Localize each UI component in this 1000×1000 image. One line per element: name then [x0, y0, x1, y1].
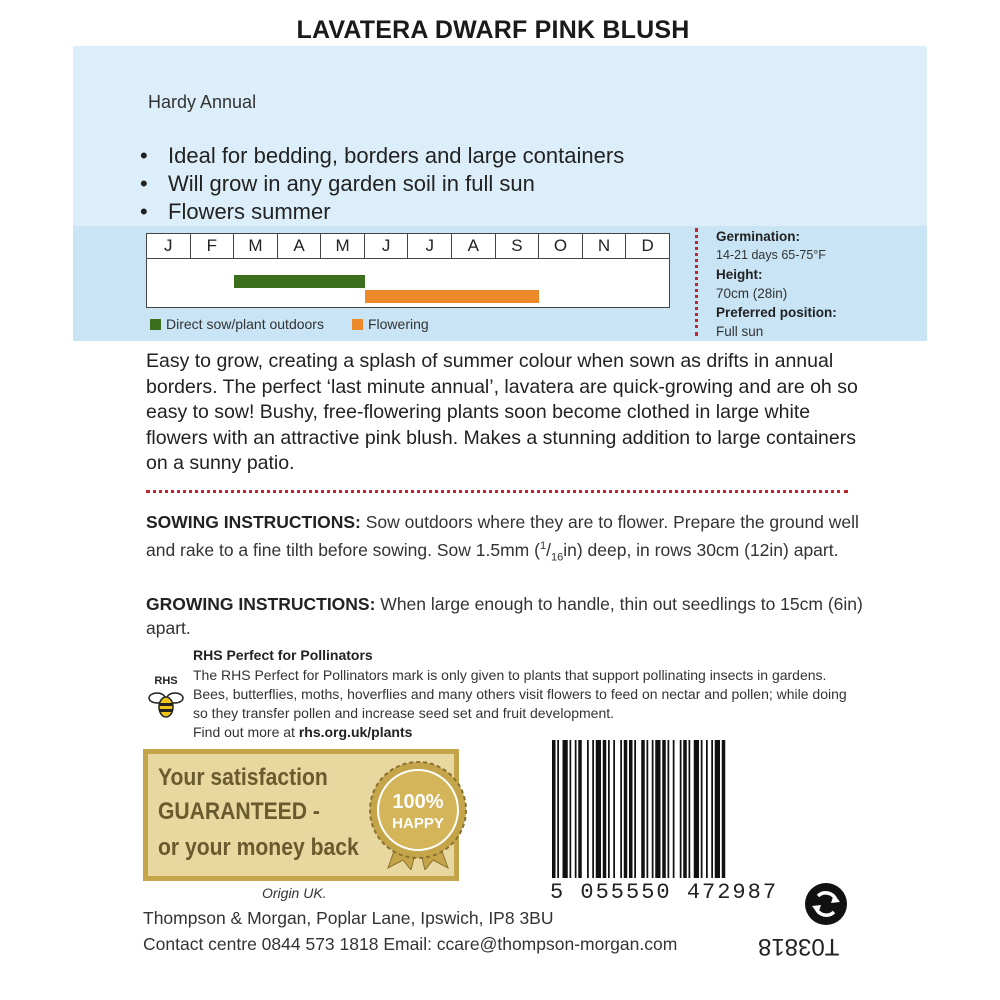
dotted-divider-horizontal — [146, 490, 848, 493]
barcode-bar — [694, 740, 699, 878]
product-code: T03818 — [758, 933, 840, 960]
height-label: Height: — [716, 267, 763, 282]
germination-value: 14-21 days 65-75°F — [716, 248, 826, 262]
growing-specs — [716, 227, 837, 341]
sowing-calendar — [146, 233, 670, 308]
description: Easy to grow, creating a splash of summer colour when sown as drifts in annual borders. The perfect ‘last minute annual’, lavatera are quick-growing and are oh so easy to sow! Bushy, free-flowering plants soon become clothed in large white flowers with an attractive pink blush. Makes a stunning addition to large containers on a sunny patio. — [146, 350, 858, 474]
growing-instructions: GROWING INSTRUCTIONS: When large enough to handle, thin out seedlings to 15cm (6in) apart. — [146, 594, 863, 638]
barcode-bar — [629, 740, 633, 878]
height-value: 70cm (28in) — [716, 286, 788, 301]
flowering-swatch — [352, 319, 363, 330]
barcode-bar — [668, 740, 670, 878]
barcode-bar — [647, 740, 649, 878]
rhs-description: The RHS Perfect for Pollinators mark is only given to plants that support pollinating insects in gardens. Bees, butterflies, moths, hoverflies and many others visit flowers to feed on nectar and pollen; while doing so they transfer pollen and increase seed set and fruit development. Find out more at rhs.org.uk/plants — [193, 667, 847, 740]
month-header — [147, 234, 669, 259]
rhs-logo-text: RHS — [154, 675, 178, 687]
barcode-bar — [613, 740, 615, 878]
month-1: J — [147, 234, 191, 258]
barcode-bar — [624, 740, 628, 878]
sow-bar — [234, 275, 365, 288]
barcode-bar — [575, 740, 577, 878]
dotted-divider-vertical — [695, 228, 698, 336]
recycle-icon — [804, 882, 848, 926]
guarantee-line-2: GUARANTEED - — [158, 798, 320, 825]
bullet-icon: • — [140, 143, 148, 168]
month-10: O — [539, 234, 583, 258]
barcode-bar — [563, 740, 568, 878]
barcode-bar — [655, 740, 660, 878]
barcode-bar — [634, 740, 636, 878]
barcode-bar — [673, 740, 675, 878]
barcode-bar — [715, 740, 720, 878]
sowing-instructions: SOWING INSTRUCTIONS: Sow outdoors where they are to flower. Prepare the ground well and rake to a fine tilth before sowing. Sow 1.5mm $(^1/_{16}in)$ deep, in rows 30cm (12in) apart. — [146, 512, 859, 564]
guarantee-badge — [143, 749, 459, 881]
seal-bottom-text: HAPPY — [392, 815, 444, 832]
barcode-bar — [641, 740, 645, 878]
barcode-icon — [552, 740, 778, 878]
bullet-icon: • — [140, 171, 148, 196]
barcode-bar — [557, 740, 559, 878]
barcode-bar — [570, 740, 572, 878]
barcode-bar — [680, 740, 682, 878]
germination-label: Germination: — [716, 229, 801, 244]
barcode-bar — [689, 740, 691, 878]
guarantee-line-1: Your satisfaction — [158, 764, 328, 791]
flowering-bar — [365, 290, 539, 303]
company-address: Thompson & Morgan, Poplar Lane, Ipswich, IP8 3BU — [143, 908, 554, 928]
contact-info: Contact centre 0844 573 1818 Email: ccare@thompson-morgan.com — [143, 934, 678, 954]
barcode-bar — [722, 740, 726, 878]
position-value: Full sun — [716, 324, 764, 339]
calendar-legend — [150, 316, 457, 332]
month-6: J — [365, 234, 409, 258]
feature-item: • Will grow in any garden soil in full sun — [140, 171, 535, 196]
bullet-icon: • — [140, 199, 148, 224]
happy-seal-icon — [363, 760, 473, 870]
legend-flowering: Flowering — [352, 316, 429, 332]
rhs-link[interactable]: rhs.org.uk/plants — [298, 724, 413, 740]
month-4: A — [278, 234, 322, 258]
month-8: A — [452, 234, 496, 258]
rhs-heading: RHS Perfect for Pollinators — [193, 647, 373, 663]
month-2: F — [191, 234, 235, 258]
plant-type: Hardy Annual — [148, 92, 257, 112]
barcode-bar — [596, 740, 601, 878]
month-7: J — [408, 234, 452, 258]
month-12: D — [641, 236, 654, 255]
feature-item: • Ideal for bedding, borders and large containers — [140, 143, 625, 168]
barcode-number: 5 055550 472987 — [550, 880, 779, 905]
barcode-bar — [592, 740, 594, 878]
barcode-bar — [603, 740, 607, 878]
sow-swatch — [150, 319, 161, 330]
barcode-bar — [711, 740, 713, 878]
barcode-bar — [620, 740, 622, 878]
seal-top-text: 100% — [392, 791, 444, 813]
month-9: S — [496, 234, 540, 258]
product-title: LAVATERA DWARF PINK BLUSH — [296, 16, 690, 44]
position-label: Preferred position: — [716, 305, 837, 320]
guarantee-line-3: or your money back — [158, 834, 359, 861]
barcode-bar — [652, 740, 654, 878]
barcode-bar — [552, 740, 556, 878]
barcode-bar — [578, 740, 582, 878]
month-11: N — [583, 234, 627, 258]
barcode-bar — [662, 740, 666, 878]
month-3: M — [234, 234, 278, 258]
barcode-bar — [701, 740, 703, 878]
month-5: M — [321, 234, 365, 258]
legend-sow: Direct sow/plant outdoors — [150, 316, 324, 332]
rhs-bee-logo — [146, 672, 186, 722]
origin-text: Origin UK. — [262, 885, 327, 901]
feature-list — [140, 142, 624, 226]
barcode-bar — [608, 740, 610, 878]
barcode-bar — [706, 740, 708, 878]
barcode-bar — [587, 740, 589, 878]
feature-item: • Flowers summer — [140, 199, 331, 224]
barcode-bar — [683, 740, 687, 878]
